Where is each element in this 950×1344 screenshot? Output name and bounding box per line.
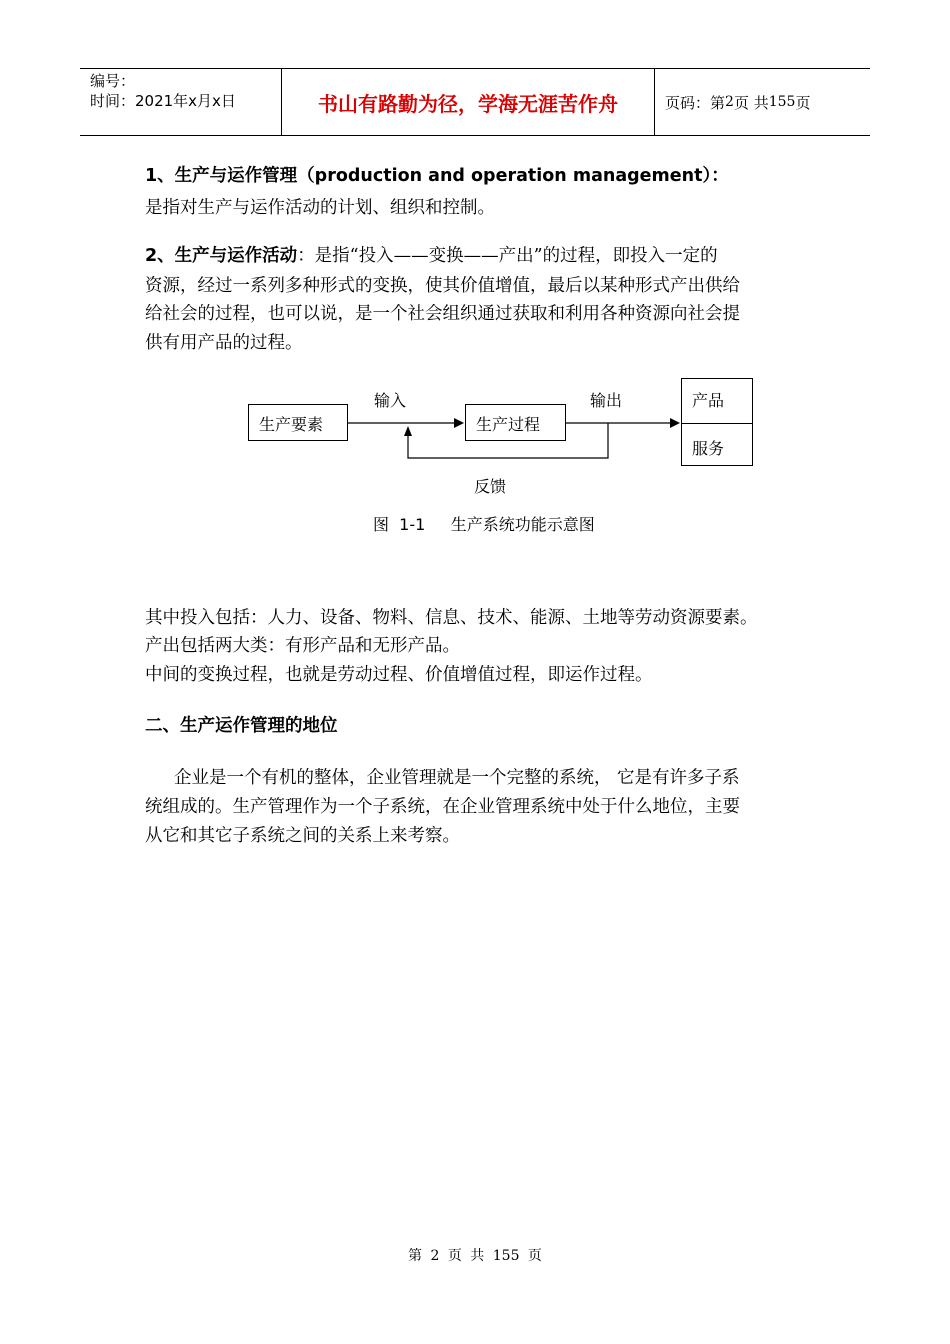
body-paragraph-2: 产出包括两大类：有形产品和无形产品。	[145, 636, 460, 656]
page-mid: 页 共	[733, 93, 769, 112]
section2-line3: 给社会的过程，也可以说，是一个社会组织通过获取和利用各种资源向社会提	[145, 304, 740, 324]
header-meta	[80, 69, 282, 135]
box-output-service: 服务	[692, 439, 725, 458]
diagram-caption: 图 1-1 生产系统功能示意图	[373, 515, 595, 534]
box-production-process-label: 生产过程	[476, 415, 541, 434]
body-paragraph-1: 其中投入包括：人力、设备、物料、信息、技术、能源、土地等劳动资源要素。	[145, 608, 758, 628]
page-number: 2	[725, 94, 734, 110]
serial-label: 编号：	[90, 72, 136, 90]
section2-line1	[145, 244, 718, 268]
section2-line2: 资源，经过一系列多种形式的变换，使其价值增值，最后以某种形式产出供给	[145, 276, 740, 296]
page-label: 页码：第	[665, 93, 726, 112]
section1-body: 是指对生产与运作活动的计划、组织和控制。	[145, 198, 495, 218]
label-output: 输出	[590, 391, 623, 410]
header-motto: 书山有路勤为径，学海无涯苦作舟	[282, 69, 655, 135]
box-output-product: 产品	[692, 391, 725, 410]
body-paragraph-3: 中间的变换过程，也就是劳动过程、价值增值过程，即运作过程。	[145, 665, 653, 685]
section-heading-2: 二、生产运作管理的地位	[145, 716, 338, 736]
label-input: 输入	[374, 391, 407, 410]
section2-title: 2、生产与运作活动	[145, 246, 298, 266]
page-total: 155	[768, 94, 796, 110]
box-production-process	[465, 404, 566, 441]
section2-line4: 供有用产品的过程。	[145, 333, 303, 353]
body-paragraph-4-line1: 企业是一个有机的整体，企业管理就是一个完整的系统， 它是有许多子系	[174, 768, 740, 788]
time-label: 时间：2021年x月x日	[90, 92, 236, 110]
page-end: 页	[795, 93, 811, 112]
box-output-divider	[682, 423, 752, 424]
label-feedback: 反馈	[474, 477, 507, 496]
body-paragraph-4-line3: 从它和其它子系统之间的关系上来考察。	[145, 826, 460, 846]
section2-text1: ：是指“投入——变换——产出”的过程，即投入一定的	[297, 246, 718, 266]
page-header	[80, 68, 870, 136]
body-paragraph-4-line2: 统组成的。生产管理作为一个子系统，在企业管理系统中处于什么地位，主要	[145, 797, 740, 817]
page-footer: 第 2 页 共 155 页	[408, 1248, 542, 1264]
section1-title: 1、生产与运作管理（production and operation management）：	[145, 166, 729, 186]
header-page-info	[655, 69, 870, 135]
box-production-factors-label: 生产要素	[259, 415, 324, 434]
box-production-factors	[248, 404, 348, 441]
box-output	[681, 378, 753, 466]
